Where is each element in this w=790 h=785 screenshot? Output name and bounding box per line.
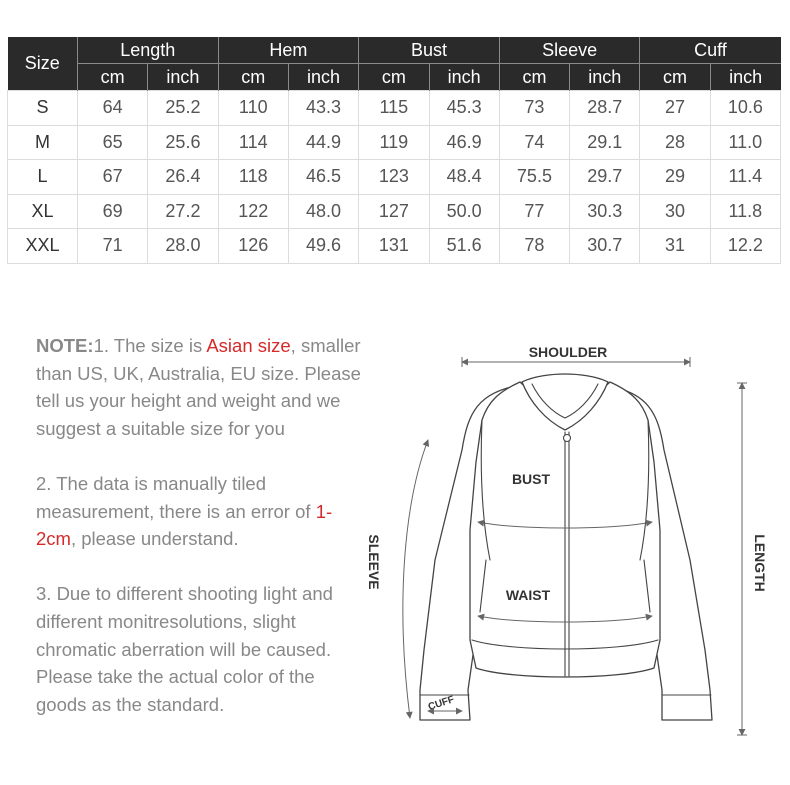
hem-header: Hem [218, 37, 359, 64]
value-cell: 43.3 [288, 91, 358, 126]
value-cell: 46.9 [429, 125, 499, 160]
value-cell: 118 [218, 160, 288, 195]
bust-label: BUST [511, 471, 551, 487]
value-cell: 78 [499, 229, 569, 264]
table-group-header-row [8, 37, 781, 64]
value-cell: 29.1 [570, 125, 640, 160]
value-cell: 26.4 [148, 160, 218, 195]
value-cell: 48.4 [429, 160, 499, 195]
value-cell: 11.0 [710, 125, 780, 160]
table-row [8, 229, 781, 264]
unit-header-cm: cm [78, 64, 148, 91]
size-note [36, 332, 366, 746]
length-header: Length [78, 37, 219, 64]
unit-header-inch: inch [570, 64, 640, 91]
sleeve-label: SLEEVE [366, 534, 382, 590]
value-cell: 114 [218, 125, 288, 160]
value-cell: 27.2 [148, 194, 218, 229]
value-cell: 30.3 [570, 194, 640, 229]
error-range-highlight: 1-2cm [36, 500, 333, 550]
size-cell: L [8, 160, 78, 195]
cuff-header: Cuff [640, 37, 781, 64]
note-label: NOTE: [36, 335, 94, 356]
unit-header-inch: inch [148, 64, 218, 91]
value-cell: 119 [359, 125, 429, 160]
value-cell: 44.9 [288, 125, 358, 160]
value-cell: 48.0 [288, 194, 358, 229]
sleeve-header: Sleeve [499, 37, 640, 64]
value-cell: 126 [218, 229, 288, 264]
value-cell: 67 [78, 160, 148, 195]
value-cell: 50.0 [429, 194, 499, 229]
value-cell: 11.8 [710, 194, 780, 229]
value-cell: 64 [78, 91, 148, 126]
bust-header: Bust [359, 37, 500, 64]
value-cell: 29 [640, 160, 710, 195]
waist-label: WAIST [505, 587, 551, 603]
note-paragraph-2 [36, 470, 366, 553]
table-unit-header-row [8, 64, 781, 91]
note-text: , smaller than US, UK, Australia, EU size. Please tell us your height and weight and we suggest a suitable size for you [36, 335, 361, 439]
table-row [8, 160, 781, 195]
size-cell: XL [8, 194, 78, 229]
value-cell: 65 [78, 125, 148, 160]
value-cell: 28.0 [148, 229, 218, 264]
note-text: , please understand. [70, 528, 239, 550]
value-cell: 31 [640, 229, 710, 264]
size-cell: M [8, 125, 78, 160]
note-text: 1. The size is [93, 335, 207, 356]
note-text: 2. The data is manually tiled measurement, there is an error of [36, 472, 316, 522]
value-cell: 71 [78, 229, 148, 264]
value-cell: 46.5 [288, 160, 358, 195]
table-row [8, 125, 781, 160]
note-paragraph-1 [36, 332, 366, 442]
value-cell: 30 [640, 194, 710, 229]
table-row [8, 91, 781, 126]
value-cell: 27 [640, 91, 710, 126]
size-cell: S [8, 91, 78, 126]
length-label: LENGTH [752, 534, 768, 592]
value-cell: 122 [218, 194, 288, 229]
value-cell: 77 [499, 194, 569, 229]
value-cell: 127 [359, 194, 429, 229]
unit-header-cm: cm [499, 64, 569, 91]
value-cell: 74 [499, 125, 569, 160]
unit-header-cm: cm [218, 64, 288, 91]
value-cell: 51.6 [429, 229, 499, 264]
cuff-label: CUFF [426, 694, 456, 713]
shoulder-label: SHOULDER [528, 344, 608, 360]
value-cell: 30.7 [570, 229, 640, 264]
note-paragraph-3: 3. Due to different shooting light and different monitresolutions, slight chromatic aberration will be caused. Please take the actual color of the goods as the standard. [36, 583, 333, 715]
value-cell: 25.2 [148, 91, 218, 126]
value-cell: 69 [78, 194, 148, 229]
value-cell: 123 [359, 160, 429, 195]
jacket-measurement-diagram [360, 335, 790, 775]
value-cell: 75.5 [499, 160, 569, 195]
size-cell: XXL [8, 229, 78, 264]
value-cell: 131 [359, 229, 429, 264]
unit-header-inch: inch [710, 64, 780, 91]
jacket-illustration [360, 335, 790, 775]
asian-size-highlight: Asian size [206, 335, 291, 356]
value-cell: 29.7 [570, 160, 640, 195]
value-cell: 73 [499, 91, 569, 126]
value-cell: 25.6 [148, 125, 218, 160]
value-cell: 28 [640, 125, 710, 160]
size-chart-table [7, 37, 781, 264]
size-column-header: Size [8, 37, 78, 91]
value-cell: 12.2 [710, 229, 780, 264]
unit-header-cm: cm [640, 64, 710, 91]
unit-header-cm: cm [359, 64, 429, 91]
value-cell: 28.7 [570, 91, 640, 126]
value-cell: 11.4 [710, 160, 780, 195]
unit-header-inch: inch [288, 64, 358, 91]
value-cell: 49.6 [288, 229, 358, 264]
value-cell: 115 [359, 91, 429, 126]
value-cell: 45.3 [429, 91, 499, 126]
value-cell: 110 [218, 91, 288, 126]
table-row [8, 194, 781, 229]
value-cell: 10.6 [710, 91, 780, 126]
unit-header-inch: inch [429, 64, 499, 91]
